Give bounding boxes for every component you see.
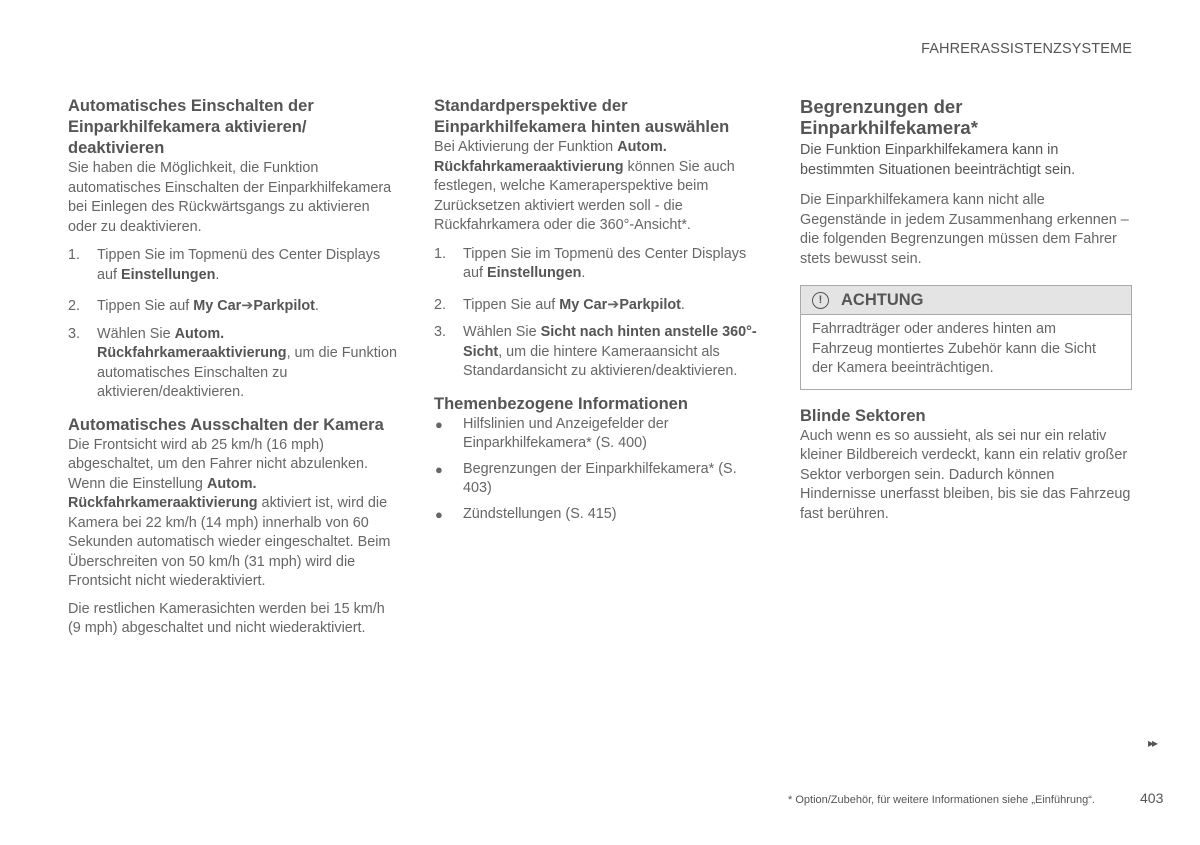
steps-list	[434, 245, 766, 382]
warning-header	[801, 286, 1131, 315]
section-heading: Themenbezogene Informationen	[434, 394, 688, 413]
related-link[interactable]: ● Begrenzungen der Einparkhilfekamera* (S. 403)	[435, 460, 737, 496]
list-item: 2. Tippen Sie auf My Car➔Parkpilot.	[434, 296, 766, 316]
step-number: 1.	[434, 245, 447, 262]
menu-path: My Car	[559, 296, 608, 313]
paragraph: Die restlichen Kamerasichten werden bei 15 km/h (9 mph) abgeschaltet und nicht wiederaktiviert.	[68, 600, 385, 636]
footnote: * Option/Zubehör, für weitere Informationen siehe „Einführung“.	[788, 794, 1095, 806]
list-item: 1. Tippen Sie im Topmenü des Center Displays auf Einstellungen.	[434, 245, 747, 281]
section-heading: Automatisches Ausschalten der Kamera	[68, 415, 384, 434]
menu-path: Parkpilot	[619, 296, 681, 313]
related-link[interactable]: ● Hilfslinien und Anzeigefelder der Einparkhilfekamera* (S. 400)	[435, 415, 669, 451]
section-title: Begrenzungen der Einparkhilfekamera*	[800, 96, 978, 138]
menu-path: Einstellungen	[121, 266, 216, 283]
section-heading: Standardperspektive der Einparkhilfekamera hinten auswählen	[434, 97, 730, 136]
step-number: 3.	[434, 324, 447, 340]
column-1	[68, 96, 400, 639]
paragraph: Sie haben die Möglichkeit, die Funktion automatisches Einschalten der Einparkhilfekamera bei Einlegen des Rückwärtsgangs zu aktivieren oder zu deaktivieren.	[68, 160, 392, 235]
column-3	[800, 96, 1132, 524]
paragraph: Bei Aktivierung der Funktion Autom. Rückfahrkameraaktivierung können Sie auch festlegen, welche Kameraperspektive beim Zurücksetzen aktiviert werden soll - die Rückfahrkamera oder die 360°-Ansicht*.	[434, 139, 735, 233]
list-item: 3. Wählen Sie Autom. Rückfahrkameraaktivierung, um die Funktion automatisches Einschalten zu aktivieren/deaktivieren.	[68, 325, 397, 400]
step-number: 2.	[68, 298, 81, 314]
menu-path: Autom. Rückfahrkameraaktivierung	[97, 325, 287, 361]
section-heading: Blinde Sektoren	[800, 406, 926, 425]
paragraph: Die Einparkhilfekamera kann nicht alle Gegenstände in jedem Zusammenhang erkennen – die folgenden Begrenzungen müssen dem Fahrer stets bewusst sein.	[800, 192, 1129, 267]
bullet-icon: ●	[435, 506, 443, 522]
page-number: 403	[1140, 790, 1164, 806]
arrow-right-icon: ➔	[241, 298, 254, 314]
continue-arrows-icon: ▸▸	[1148, 736, 1157, 750]
menu-path: Einstellungen	[487, 265, 582, 281]
paragraph: Auch wenn es so aussieht, als sei nur ein relativ kleiner Bildbereich verdeckt, kann ein relativ großer Sektor verborgen sein. Dadurch können Hindernisse unerfasst bleiben, bis sie das Fahrzeug fast berühren.	[800, 427, 1131, 522]
lead-paragraph: Die Funktion Einparkhilfekamera kann in bestimmten Situationen beeinträchtigt sein.	[800, 142, 1076, 178]
paragraph: Die Frontsicht wird ab 25 km/h (16 mph) abgeschaltet, um den Fahrer nicht abzulenken. Wenn die Einstellung Autom. Rückfahrkameraaktivierung aktiviert ist, wird die Kamera bei 22 km/h (14 mph) innerhalb von 60 Sekunden automatisch wieder eingeschaltet. Beim Überschreiten von 50 km/h (31 mph) wird die Frontsicht nicht wiederaktiviert.	[68, 436, 391, 589]
warning-box	[800, 285, 1132, 390]
section-heading: Automatisches Einschalten der Einparkhilfekamera aktivieren/ deaktivieren	[68, 97, 314, 157]
related-links-list	[434, 415, 766, 525]
page-header-title: FAHRERASSISTENZSYSTEME	[921, 41, 1132, 57]
list-item: 3. Wählen Sie Sicht nach hinten anstelle 360°-Sicht, um die hintere Kameraansicht als Standardansicht zu aktivieren/deaktivieren.	[434, 324, 757, 379]
step-number: 3.	[68, 325, 81, 342]
related-link[interactable]: ● Zündstellungen (S. 415)	[434, 505, 766, 525]
bullet-icon: ●	[435, 461, 443, 477]
warning-title: ACHTUNG	[841, 290, 924, 309]
step-number: 1.	[68, 247, 81, 263]
column-2	[434, 96, 766, 524]
steps-list	[68, 246, 400, 403]
arrow-right-icon: ➔	[607, 296, 620, 313]
step-number: 2.	[434, 296, 447, 313]
info-icon: !	[812, 292, 829, 309]
warning-body	[801, 315, 1131, 389]
list-item: 1. Tippen Sie im Topmenü des Center Displays auf Einstellungen.	[68, 247, 381, 283]
menu-path: Sicht nach hinten anstelle 360°-Sicht	[463, 324, 757, 360]
warning-text: Fahrradträger oder anderes hinten am Fahrzeug montiertes Zubehör kann die Sicht der Kamera beeinträchtigen.	[812, 321, 1096, 376]
list-item: 2. Tippen Sie auf My Car➔Parkpilot.	[68, 297, 400, 317]
menu-path: Parkpilot	[253, 298, 315, 314]
bullet-icon: ●	[435, 416, 443, 432]
menu-path: My Car	[193, 298, 242, 314]
